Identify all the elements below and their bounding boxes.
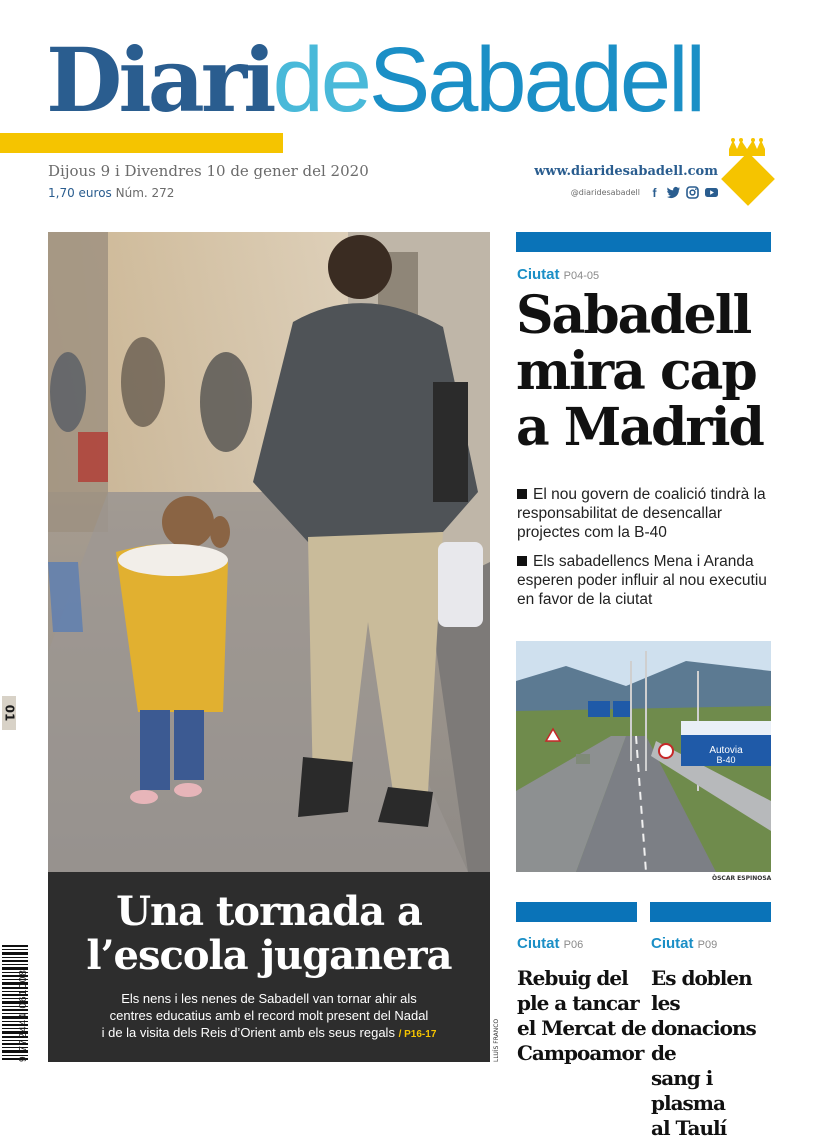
main-page-ref: / P16-17 [398,1029,437,1040]
lead-headline-line-1: Sabadell [516,285,751,346]
facebook-icon[interactable]: f [652,185,657,200]
twitter-icon[interactable] [667,186,680,199]
story-right-headline-line-3: sang i plasma [651,1066,725,1115]
road-photo-illustration [516,641,771,872]
edition-number: 01 [2,704,17,722]
road-photo [516,641,771,872]
lead-section-label[interactable] [517,266,599,283]
lead-section-bar [516,232,771,252]
masthead-sabadell: Sabadell [368,29,703,131]
main-subtext-line-1: Els nens i les nenes de Sabadell van tornar ahir als [121,991,417,1006]
masthead-diari: Diari [46,28,273,132]
story-right-section-label[interactable] [651,935,717,952]
website-link[interactable]: www.diaridesabadell.com [534,164,718,179]
social-handle: @diaridesabadell [570,188,640,197]
lead-headline-line-3: a Madrid [516,397,763,458]
story-left-section-label[interactable] [517,935,583,952]
price: 1,70 euros [48,186,112,200]
main-subtext-line-2: centres educatius amb el record molt present del Nadal [109,1008,429,1023]
story-right-headline-line-4: al Taulí [651,1116,727,1140]
lead-bullets [517,485,779,619]
lead-section-name: Ciutat [517,266,560,283]
main-story-box [48,872,490,1062]
issue-date: Dijous 9 i Divendres 10 de gener del 2020 [48,162,369,180]
story-left-headline-line-2: ple a tancar [517,991,639,1015]
social-links [571,186,718,199]
main-subtext-line-3: i de la visita dels Reis d’Orient amb els seus regals [101,1025,395,1040]
story-left-headline-line-4: Campoamor [517,1041,644,1065]
masthead-accent-bar [0,133,283,153]
story-right-section-bar [650,902,771,922]
lead-section-pages: P04-05 [563,270,600,282]
main-photo [48,232,490,872]
diamond-logo-icon [721,152,775,206]
lead-bullet-1: El nou govern de coalició tindrà la responsabilitat de desencallar projectes com la B-40 [517,485,779,542]
masthead-logo [46,30,786,130]
story-left-headline-line-3: el Mercat de [517,1016,646,1040]
story-right-section-name: Ciutat [651,935,694,952]
lead-headline[interactable] [516,285,776,458]
lead-headline-line-2: mira cap [516,341,756,402]
story-right-headline-line-2: donacions de [651,1016,756,1065]
main-photo-illustration [48,232,490,872]
issue-number: Núm. 272 [115,186,175,200]
story-right-headline[interactable] [651,966,781,1141]
road-sign-line-2: B-40 [716,755,736,765]
main-headline[interactable] [48,890,490,978]
barcode-number: 9 772444 061008 [18,969,29,1062]
story-right-headline-line-1: Es doblen les [651,966,752,1015]
youtube-icon[interactable] [705,186,718,199]
main-subtext [48,990,490,1043]
masthead-de: de [272,29,369,131]
instagram-icon[interactable] [686,186,699,199]
road-sign-line-1: Autovia [709,745,743,756]
story-right-section-pages: P09 [697,939,718,951]
main-headline-line-2: l’escola juganera [86,932,452,979]
road-photo-credit: ÒSCAR ESPINOSA [712,875,772,882]
story-left-section-bar [516,902,637,922]
main-headline-line-1: Una tornada a [116,888,422,935]
story-left-headline[interactable] [517,966,647,1066]
story-left-section-pages: P06 [563,939,584,951]
price-issue-line [48,186,174,200]
edition-tag [2,696,16,730]
story-left-headline-line-1: Rebuig del [517,966,628,990]
story-left-section-name: Ciutat [517,935,560,952]
main-photo-credit: LLUÍS FRANCO [493,1018,500,1062]
lead-bullet-2: Els sabadellencs Mena i Aranda esperen poder influir al nou executiu en favor de la ciutat [517,552,779,609]
